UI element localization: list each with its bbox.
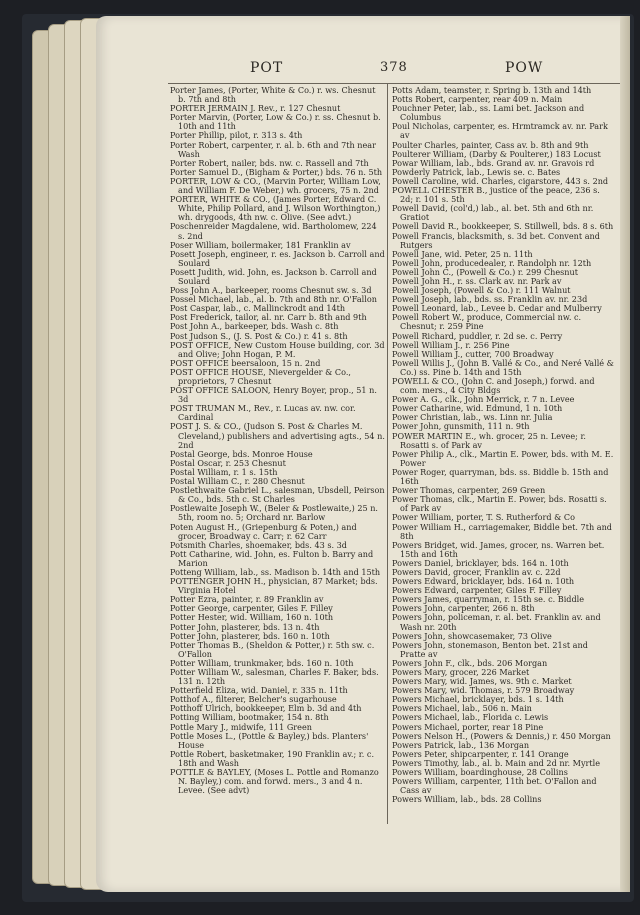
directory-entry: Postlewaite Joseph W., (Beler & Postlewaite,) 25 n. 5th, room no. 5; Orchard nr. Barlow (170, 503, 378, 523)
directory-entry: Posett Joseph, engineer, r. es. Jackson b. Carroll and Soulard (170, 248, 385, 268)
directory-entry: Poschenreider Magdalene, wid. Bartholomew, 224 s. 2nd (170, 221, 377, 241)
directory-entry: Porter Marvin, (Porter, Low & Co.) r. ss. Chesnut b. 10th and 11th (170, 112, 381, 132)
directory-entry: Potter William, trunkmaker, bds. 160 n. 10th (170, 657, 354, 668)
directory-entry: Power Thomas, carpenter, 269 Green (392, 485, 546, 496)
directory-entry: Powers John, policeman, r. al. bet. Franklin av. and Wash nr. 20th (392, 612, 601, 632)
directory-entry: PORTER, LOW & CO., (Marvin Porter, William Low, and William F. De Weber,) wh. grocers, 75 n. 2nd (170, 175, 381, 196)
directory-entry: Pouchner Peter, lab., ss. Lami bet. Jackson and Columbus (392, 103, 585, 123)
directory-entry: Poser William, boilermaker, 181 Franklin av (170, 239, 351, 250)
directory-entry: Powers James, quarryman, r. 15th se. c. Biddle (392, 594, 585, 605)
directory-entry: Potthoff Ulrich, bookkeeper, Elm b. 3d and 4th (170, 703, 362, 714)
directory-entry: Powar William, lab., bds. Grand av. nr. Gravois rd (392, 157, 595, 168)
directory-entry: Porter Robert, carpenter, r. al. b. 6th and 7th near Wash (170, 139, 377, 159)
directory-entry: POTTENGER JOHN H., physician, 87 Market; bds. Virginia Hotel (170, 576, 378, 596)
directory-entry: Powers Mary, wid. James, ws. 9th c. Market (392, 676, 572, 687)
directory-entry: Powers Patrick, lab., 136 Morgan (392, 739, 530, 750)
directory-entry: Powers Michael, bricklayer, bds. 1 s. 14th (392, 694, 564, 705)
right-column (392, 86, 614, 804)
directory-entry: POWER MARTIN E., wh. grocer, 25 n. Levee; r. Rosatti s. of Park av (392, 430, 586, 450)
directory-entry: Powell William J., r. 256 Pine (392, 339, 510, 350)
directory-entry: Post Caspar, lab., c. Mallinckrodt and 14th (170, 303, 346, 314)
page-number: 378 (380, 60, 408, 75)
directory-entry: POST TRUMAN M., Rev., r. Lucas av. nw. cor. Cardinal (170, 403, 356, 423)
directory-entry: Potteng William, lab., ss. Madison b. 14th and 15th (170, 566, 381, 577)
directory-entry: POWELL & CO., (John C. and Joseph,) forwd. and com. mers., 4 City Bldgs (392, 376, 595, 396)
directory-entry: Power Christian, lab., ws. Linn nr. Julia (392, 412, 553, 423)
directory-entry: Powers Michael, lab., 506 n. Main (392, 703, 532, 714)
directory-entry: Potter John, plasterer, bds. 160 n. 10th (170, 630, 330, 641)
directory-entry: Powers Nelson H., (Powers & Dennis,) r. 450 Morgan (392, 730, 611, 741)
directory-entry: PORTER, WHITE & CO., (James Porter, Edward C. White, Philip Pollard, and J. Wilson Worthington,) wh. drygoods, 4th nw. c. Olive. (See advt.) (170, 194, 381, 223)
directory-entry: Poss John A., barkeeper, rooms Chesnut sw. s. 3d (170, 285, 372, 296)
directory-entry: Pott Catharine, wid. John, es. Fulton b. Barry and Marion (170, 548, 374, 568)
directory-entry: Poul Nicholas, carpenter, es. Hrmtramck av. nr. Park av (392, 121, 608, 141)
directory-entry: Powell William J., cutter, 700 Broadway (392, 348, 554, 359)
directory-entry: Powers John, stonemason, Benton bet. 21st and Pratte av (392, 639, 588, 659)
directory-entry: Potter John, plasterer, bds. 13 n. 4th (170, 621, 320, 632)
directory-entry: Powers Mary, wid. Thomas, r. 579 Broadway (392, 685, 575, 696)
directory-entry: Power Catharine, wid. Edmund, 1 n. 10th (392, 403, 563, 414)
directory-entry: Power John, gunsmith, 111 n. 9th (392, 421, 530, 432)
directory-entry: Potts Adam, teamster, r. Spring b. 13th and 14th (392, 85, 592, 95)
directory-entry: Power Roger, quarryman, bds. ss. Biddle b. 15th and 16th (392, 466, 609, 487)
column-divider (387, 84, 388, 824)
directory-entry: Poulterer William, (Darby & Poulterer,) 183 Locust (392, 148, 601, 159)
directory-entry: Porter James, (Porter, White & Co.) r. ws. Chesnut b. 7th and 8th (170, 85, 376, 105)
directory-entry: Powers Edward, carpenter, Giles F. Filley (392, 585, 562, 596)
directory-entry: Pottle Mary J., midwife, 111 Green (170, 721, 312, 732)
directory-entry: Powers Michael, porter, rear 18 Pine (392, 721, 544, 732)
directory-entry: Powell Willis J., (John B. Vallé & Co., and Neré Vallé & Co.) ss. Pine b. 14th and 15th (392, 357, 614, 377)
directory-entry: Power Philip A., clk., Martin E. Power, bds. with M. E. Power (392, 448, 614, 468)
directory-entry: Powers David, grocer, Franklin av. c. 22d (392, 566, 561, 577)
directory-entry: Potter Ezra, painter, r. 89 Franklin av (170, 594, 324, 605)
directory-entry: Postal William, r. 1 s. 15th (170, 466, 278, 477)
directory-entry: Postlethwaite Gabriel L., salesman, Ubsdell, Peirson & Co., bds. 5th c. St Charles (170, 485, 385, 505)
header-left-guideword: POT (250, 60, 284, 76)
page-header (150, 60, 544, 82)
directory-entry: Powell David R., bookkeeper, S. Stillwell, bds. 8 s. 6th (392, 221, 614, 232)
directory-entry: PORTER JERMAIN J. Rev., r. 127 Chesnut (170, 103, 341, 114)
directory-entry: Potts Robert, carpenter, rear 409 n. Main (392, 94, 563, 105)
directory-entry: Potter Thomas B., (Sheldon & Potter,) r. 5th sw. c. O'Fallon (170, 639, 375, 659)
directory-entry: Powers Daniel, bricklayer, bds. 164 n. 10th (392, 557, 569, 568)
directory-entry: Porter Phillip, pilot, r. 313 s. 4th (170, 130, 303, 141)
directory-entry: Potterfield Eliza, wid. Daniel, r. 335 n. 11th (170, 685, 348, 696)
directory-entry: Potter George, carpenter, Giles F. Filley (170, 603, 333, 614)
directory-entry: POST OFFICE, New Custom House building, cor. 3d and Olive; John Hogan, P. M. (170, 339, 385, 359)
directory-entry: Powers Mary, grocer, 226 Market (392, 667, 530, 677)
directory-entry: Powers Bridget, wid. James, grocer, ns. Warren bet. 15th and 16th (392, 539, 605, 559)
directory-entry: Power Thomas, clk., Martin E. Power, bds. Rosatti s. of Park av (392, 494, 607, 514)
directory-entry: POWELL CHESTER B., justice of the peace, 236 s. 2d; r. 101 s. 5th (392, 185, 600, 205)
directory-entry: Pottle Robert, basketmaker, 190 Franklin av.; r. c. 18th and Wash (170, 748, 375, 768)
directory-entry: Porter Samuel D., (Bigham & Porter,) bds. 76 n. 5th (170, 166, 383, 177)
directory-entry: Powell John C., (Powell & Co.) r. 299 Chesnut (392, 266, 578, 277)
header-rule (168, 83, 620, 84)
directory-entry: Poulter Charles, painter, Cass av. b. 8th and 9th (392, 139, 589, 150)
directory-entry: Powell Caroline, wid. Charles, cigarstore, 443 s. 2nd (392, 175, 609, 186)
directory-entry: Powell Robert W., produce, Commercial nw. c. Chesnut; r. 259 Pine (392, 312, 582, 332)
directory-entry: Powers William, boardinghouse, 28 Collins (392, 767, 568, 778)
directory-entry: Powderly Patrick, lab., Lewis se. c. Bates (392, 166, 561, 177)
directory-entry: Powers John F., clk., bds. 206 Morgan (392, 657, 548, 668)
directory-entry: Powers William, lab., bds. 28 Collins (392, 794, 542, 805)
directory-entry: Potter Hester, wid. William, 160 n. 10th (170, 612, 334, 623)
directory-entry: Pottle Moses L., (Pottle & Bayley,) bds. Planters' House (170, 730, 369, 750)
directory-entry: Posett Judith, wid. John, es. Jackson b. Carroll and Soulard (170, 266, 377, 286)
directory-entry: Potting William, bootmaker, 154 n. 8th (170, 712, 329, 723)
directory-entry: Powell John H., r. ss. Clark av. nr. Park av (392, 275, 562, 286)
directory-entry: POST J. S. & CO., (Judson S. Post & Charles M. Cleveland,) publishers and advertising agts., 54 n. 2nd (170, 421, 385, 450)
directory-entry: Powell Joseph, lab., bds. ss. Franklin av. nr. 23d (392, 294, 588, 305)
directory-entry: Postal William C., r. 280 Chesnut (170, 476, 305, 487)
directory-entry: Powell Francis, blacksmith, s. 3d bet. Convent and Rutgers (392, 230, 600, 250)
directory-entry: Powell Richard, puddler, r. 2d se. c. Perry (392, 330, 563, 341)
directory-entry: Powers William, carpenter, 11th bet. O'Fallon and Cass av (392, 776, 597, 796)
directory-entry: Power A. G., clk., John Merrick, r. 7 n. Levee (392, 394, 575, 405)
header-right-guideword: POW (505, 60, 544, 76)
directory-entry: Possel Michael, lab., al. b. 7th and 8th nr. O'Fallon (170, 294, 377, 305)
directory-entry: Postal Oscar, r. 253 Chesnut (170, 457, 286, 468)
directory-entry: Powers John, carpenter, 266 n. 8th (392, 603, 535, 614)
directory-entry: Potsmith Charles, shoemaker, bds. 43 s. 3d (170, 539, 347, 550)
directory-entry: Powell Jane, wid. Peter, 25 n. 11th (392, 248, 533, 259)
directory-entry: Poten August H., (Griepenburg & Poten,) and grocer, Broadway c. Carr; r. 62 Carr (170, 521, 357, 541)
directory-entry: Powell Joseph, (Powell & Co.) r. 111 Walnut (392, 285, 571, 296)
directory-entry: POST OFFICE beersaloon, 15 n. 2nd (170, 357, 321, 368)
directory-entry: Porter Robert, nailer, bds. nw. c. Rassell and 7th (170, 157, 369, 168)
directory-entry: Post Frederick, tailor, al. nr. Carr b. 8th and 9th (170, 312, 367, 323)
directory-entry: Powers Michael, lab., Florida c. Lewis (392, 712, 549, 723)
directory-entry: Potthof A., filterer, Belcher's sugarhouse (170, 694, 337, 705)
directory-entry: Powers Timothy, lab., al. b. Main and 2d nr. Myrtle (392, 757, 601, 768)
directory-entry: POST OFFICE SALOON, Henry Boyer, prop., 51 n. 3d (170, 385, 377, 405)
directory-entry: POST OFFICE HOUSE, Nievergelder & Co., proprietors, 7 Chesnut (170, 366, 351, 386)
directory-entry: Powers John, showcasemaker, 73 Olive (392, 630, 552, 641)
directory-entry: POTTLE & BAYLEY, (Moses L. Pottle and Romanzo N. Bayley,) com. and forwd. mers., 3 and 4 n. Levee. (See advt) (170, 767, 379, 796)
directory-entry: Powell Leonard, lab., Levee b. Cedar and Mulberry (392, 303, 602, 314)
directory-entry: Power William H., carriagemaker, Biddle bet. 7th and 8th (392, 521, 612, 541)
directory-entry: Powers Peter, shipcarpenter, r. 141 Orange (392, 748, 569, 759)
directory-entry: Power William, porter, T. S. Rutherford & Co (392, 512, 575, 523)
directory-entry: Postal George, bds. Monroe House (170, 448, 313, 459)
page-fore-edge (620, 16, 630, 892)
directory-entry: Post John A., barkeeper, bds. Wash c. 8th (170, 321, 339, 332)
left-column (170, 86, 385, 795)
directory-entry: Potter William W., salesman, Charles F. Baker, bds. 131 n. 12th (170, 667, 379, 687)
directory-entry: Powell John, producedealer, r. Randolph nr. 12th (392, 257, 592, 268)
directory-entry: Post Judson S., (J. S. Post & Co.) r. 41 s. 8th (170, 330, 348, 341)
directory-entry: Powers Edward, bricklayer, bds. 164 n. 10th (392, 576, 575, 587)
directory-entry: Powell David, (col'd,) lab., al. bet. 5th and 6th nr. Gratiot (392, 203, 594, 223)
